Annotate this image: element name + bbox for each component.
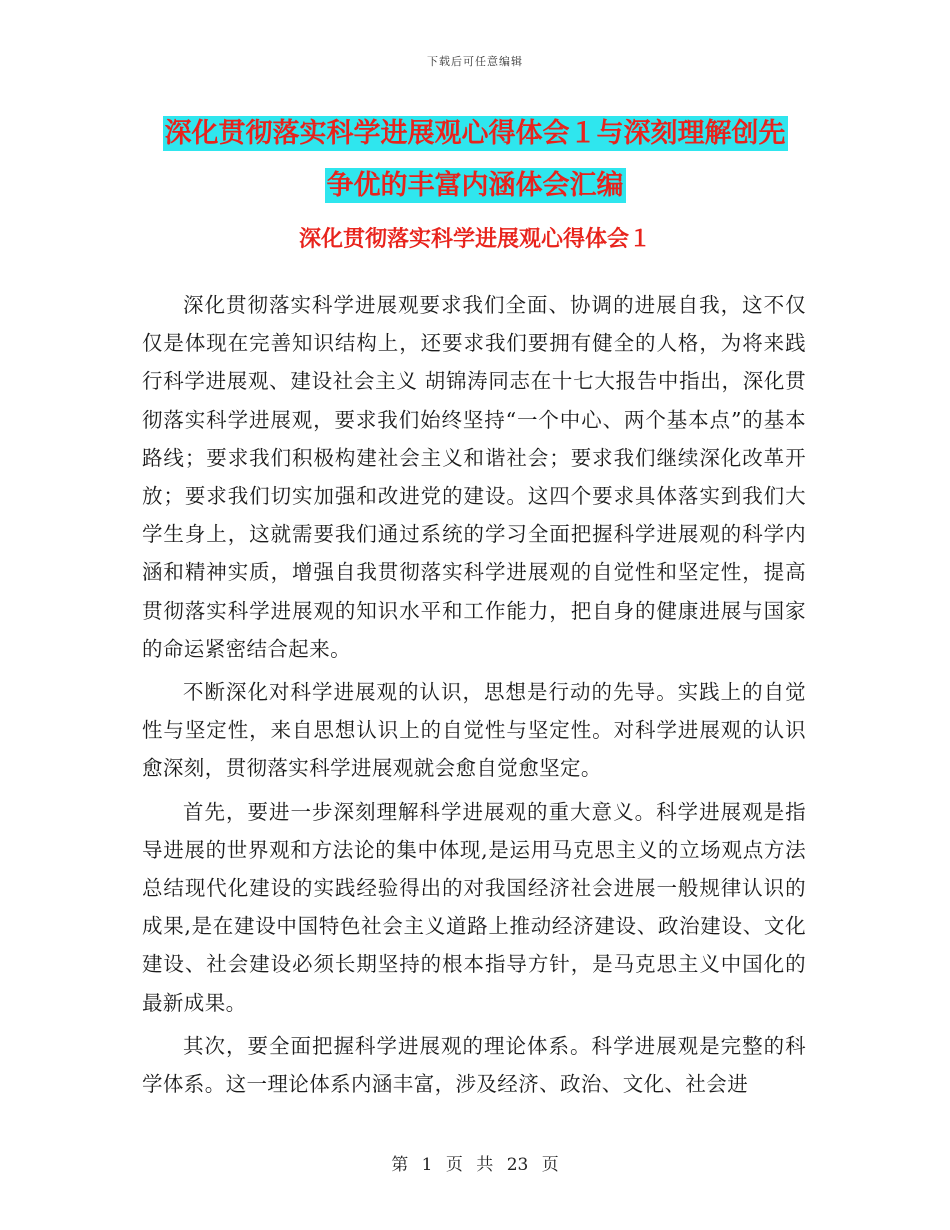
paragraph-4: 其次，要全面把握科学进展观的理论体系。科学进展观是完整的科学体系。这一理论体系内涵丰富，涉及经济、政治、文化、社会进: [142, 1033, 806, 1097]
section-title: 深化贯彻落实科学进展观心得体会１: [298, 227, 651, 252]
document-title: [140, 108, 810, 212]
title-line-1: [140, 108, 810, 160]
page-footer: 第 1 页 共 23 页: [391, 1155, 559, 1175]
paragraph-2: 不断深化对科学进展观的认识，思想是行动的先导。实践上的自觉性与坚定性，来自思想认识上的自觉性与坚定性。对科学进展观的认识愈深刻，贯彻落实科学进展观就会愈自觉愈坚定。: [142, 680, 806, 781]
paragraph-3: 首先，要进一步深刻理解科学进展观的重大意义。科学进展观是指导进展的世界观和方法论的集中体现,是运用马克思主义的立场观点方法总结现代化建设的实践经验得出的对我国经济社会进展一般规律认识的成果,是在建设中国特色社会主义道路上推动经济建设、政治建设、文化建设、社会建设必须长期坚持的根本指导方针，是马克思主义中国化的最新成果。: [142, 799, 806, 1015]
document-body: [142, 286, 806, 1108]
title-line-1-text: 深化贯彻落实科学进展观心得体会１与深刻理解创先: [164, 118, 786, 149]
header-note: 下载后可任意编辑: [427, 55, 523, 68]
title-line-2-text: 争优的丰富内涵体会汇编: [326, 170, 624, 201]
paragraph-1: 深化贯彻落实科学进展观要求我们全面、协调的进展自我，这不仅仅是体现在完善知识结构上，还要求我们要拥有健全的人格，为将来践行科学进展观、建设社会主义 胡锦涛同志在十七大报告中指出，深化贯彻落实科学进展观，要求我们始终坚持“一个中心、两个基本点”的基本路线；要求我们积极构建社会主义和谐社会；要求我们继续深化改革开放；要求我们切实加强和改进党的建设。这四个要求具体落实到我们大学生身上，这就需要我们通过系统的学习全面把握科学进展观的科学内涵和精神实质，增强自我贯彻落实科学进展观的自觉性和坚定性，提高贯彻落实科学进展观的知识水平和工作能力，把自身的健康进展与国家的命运紧密结合起来。: [142, 293, 806, 661]
title-line-2: [140, 160, 810, 212]
